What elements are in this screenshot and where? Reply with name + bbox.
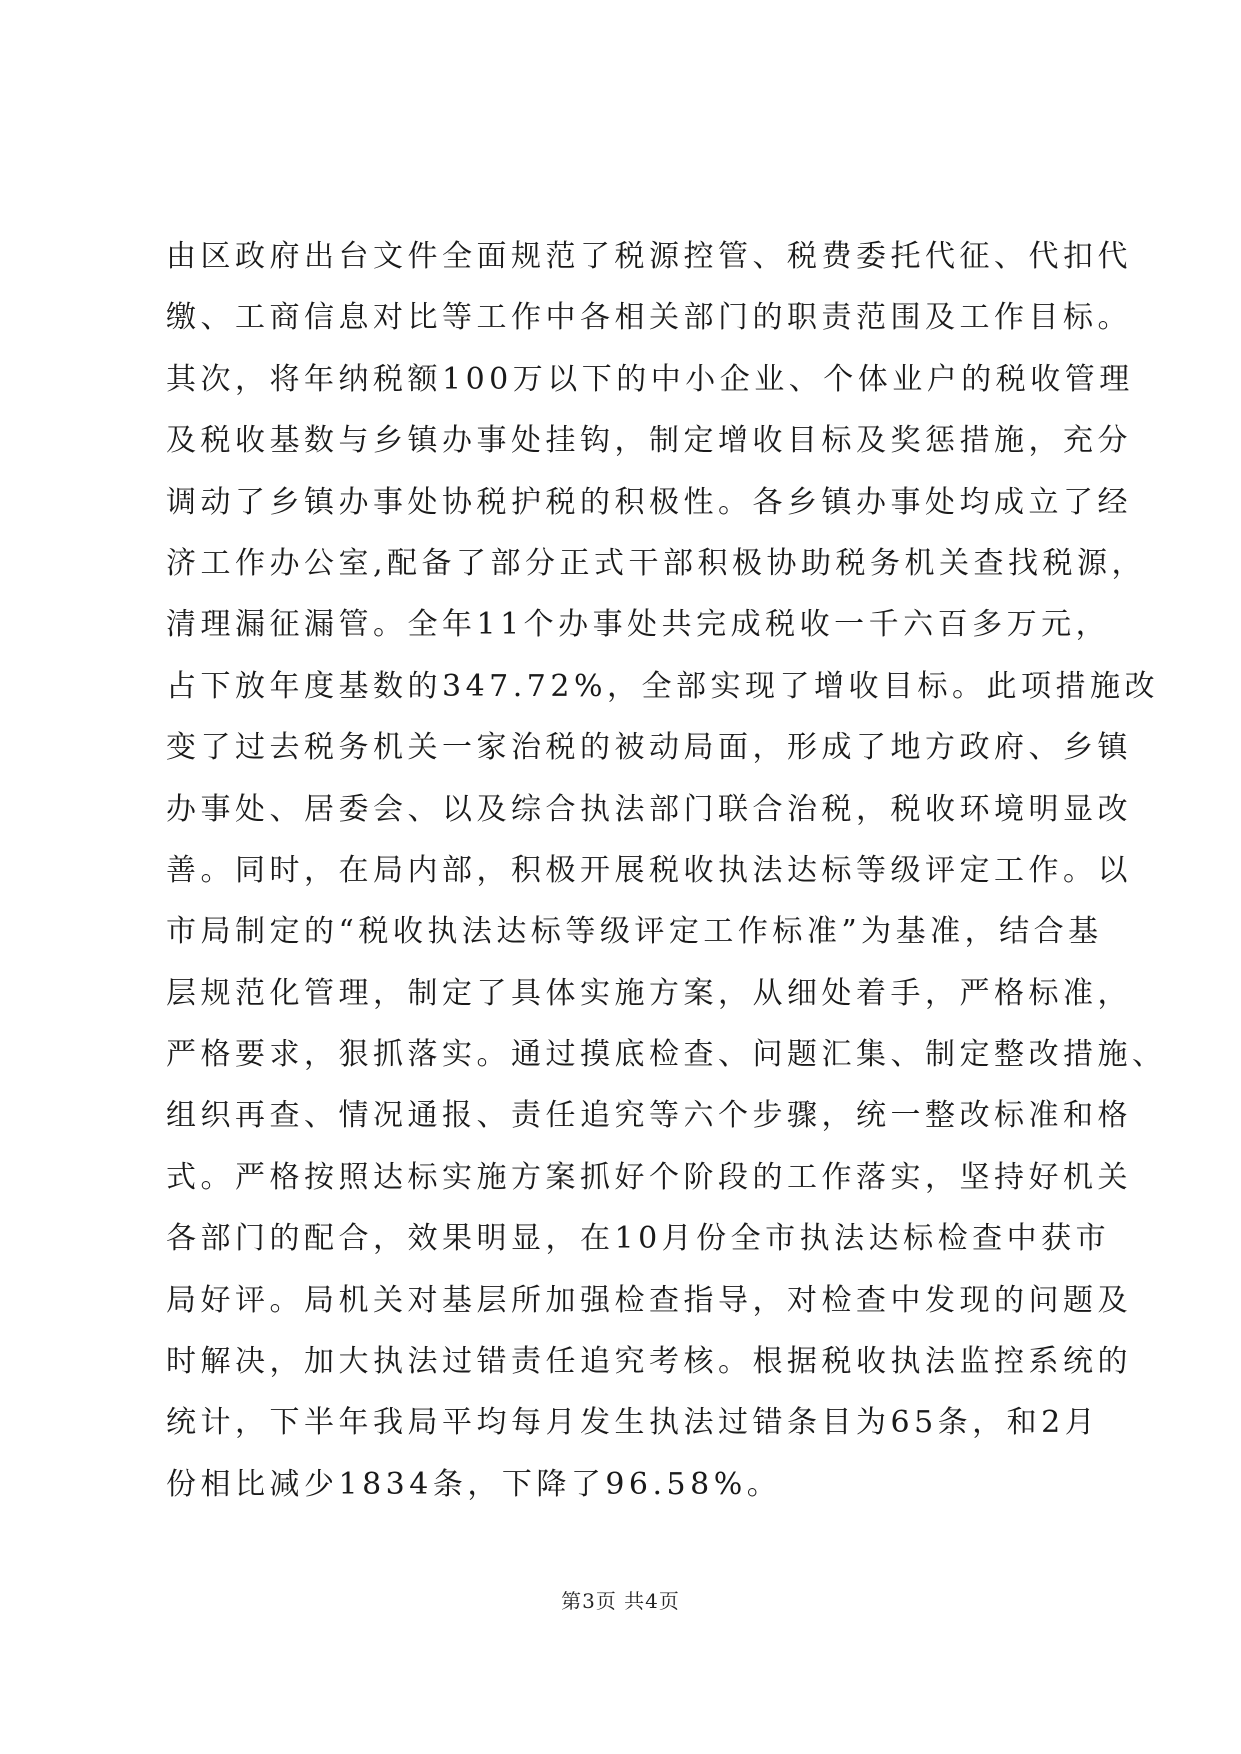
text-line: 变了过去税务机关一家治税的被动局面，形成了地方政府、乡镇 (166, 730, 1132, 766)
page-number-label: 第3页 共4页 (561, 1589, 680, 1613)
text-line: 及税收基数与乡镇办事处挂钩，制定增收目标及奖惩措施，充分 (166, 423, 1132, 459)
text-line: 缴、工商信息对比等工作中各相关部门的职责范围及工作目标。 (166, 300, 1132, 336)
text-line: 济工作办公室,配备了部分正式干部积极协助税务机关查找税源， (166, 545, 1147, 581)
text-line: 统计，下半年我局平均每月发生执法过错条目为65条，和2月 (166, 1405, 1100, 1441)
text-line: 式。严格按照达标实施方案抓好个阶段的工作落实，坚持好机关 (166, 1159, 1132, 1195)
text-line: 其次，将年纳税额100万以下的中小企业、个体业户的税收管理 (166, 361, 1134, 397)
body-paragraph (166, 226, 1167, 1515)
text-line: 严格要求，狠抓落实。通过摸底检查、问题汇集、制定整改措施、 (166, 1037, 1167, 1073)
text-line: 局好评。局机关对基层所加强检查指导，对检查中发现的问题及 (166, 1282, 1132, 1318)
text-line: 各部门的配合，效果明显，在10月份全市执法达标检查中获市 (166, 1221, 1111, 1257)
text-line: 办事处、居委会、以及综合执法部门联合治税，税收环境明显改 (166, 791, 1132, 827)
text-line: 份相比减少1834条，下降了96.58%。 (166, 1466, 782, 1502)
text-line: 时解决，加大执法过错责任追究考核。根据税收执法监控系统的 (166, 1344, 1132, 1380)
text-line: 调动了乡镇办事处协税护税的积极性。各乡镇办事处均成立了经 (166, 484, 1132, 520)
page-footer (0, 1585, 1241, 1614)
text-line: 清理漏征漏管。全年11个办事处共完成税收一千六百多万元， (166, 607, 1111, 643)
text-line: 层规范化管理，制定了具体实施方案，从细处着手，严格标准， (166, 975, 1132, 1011)
text-line: 由区政府出台文件全面规范了税源控管、税费委托代征、代扣代 (166, 239, 1132, 274)
text-line: 善。同时，在局内部，积极开展税收执法达标等级评定工作。以 (166, 852, 1132, 888)
text-line: 市局制定的“税收执法达标等级评定工作标准”为基准，结合基 (166, 914, 1103, 950)
text-line: 组织再查、情况通报、责任追究等六个步骤，统一整改标准和格 (166, 1098, 1132, 1134)
text-line: 占下放年度基数的347.72%，全部实现了增收目标。此项措施改 (166, 668, 1159, 704)
